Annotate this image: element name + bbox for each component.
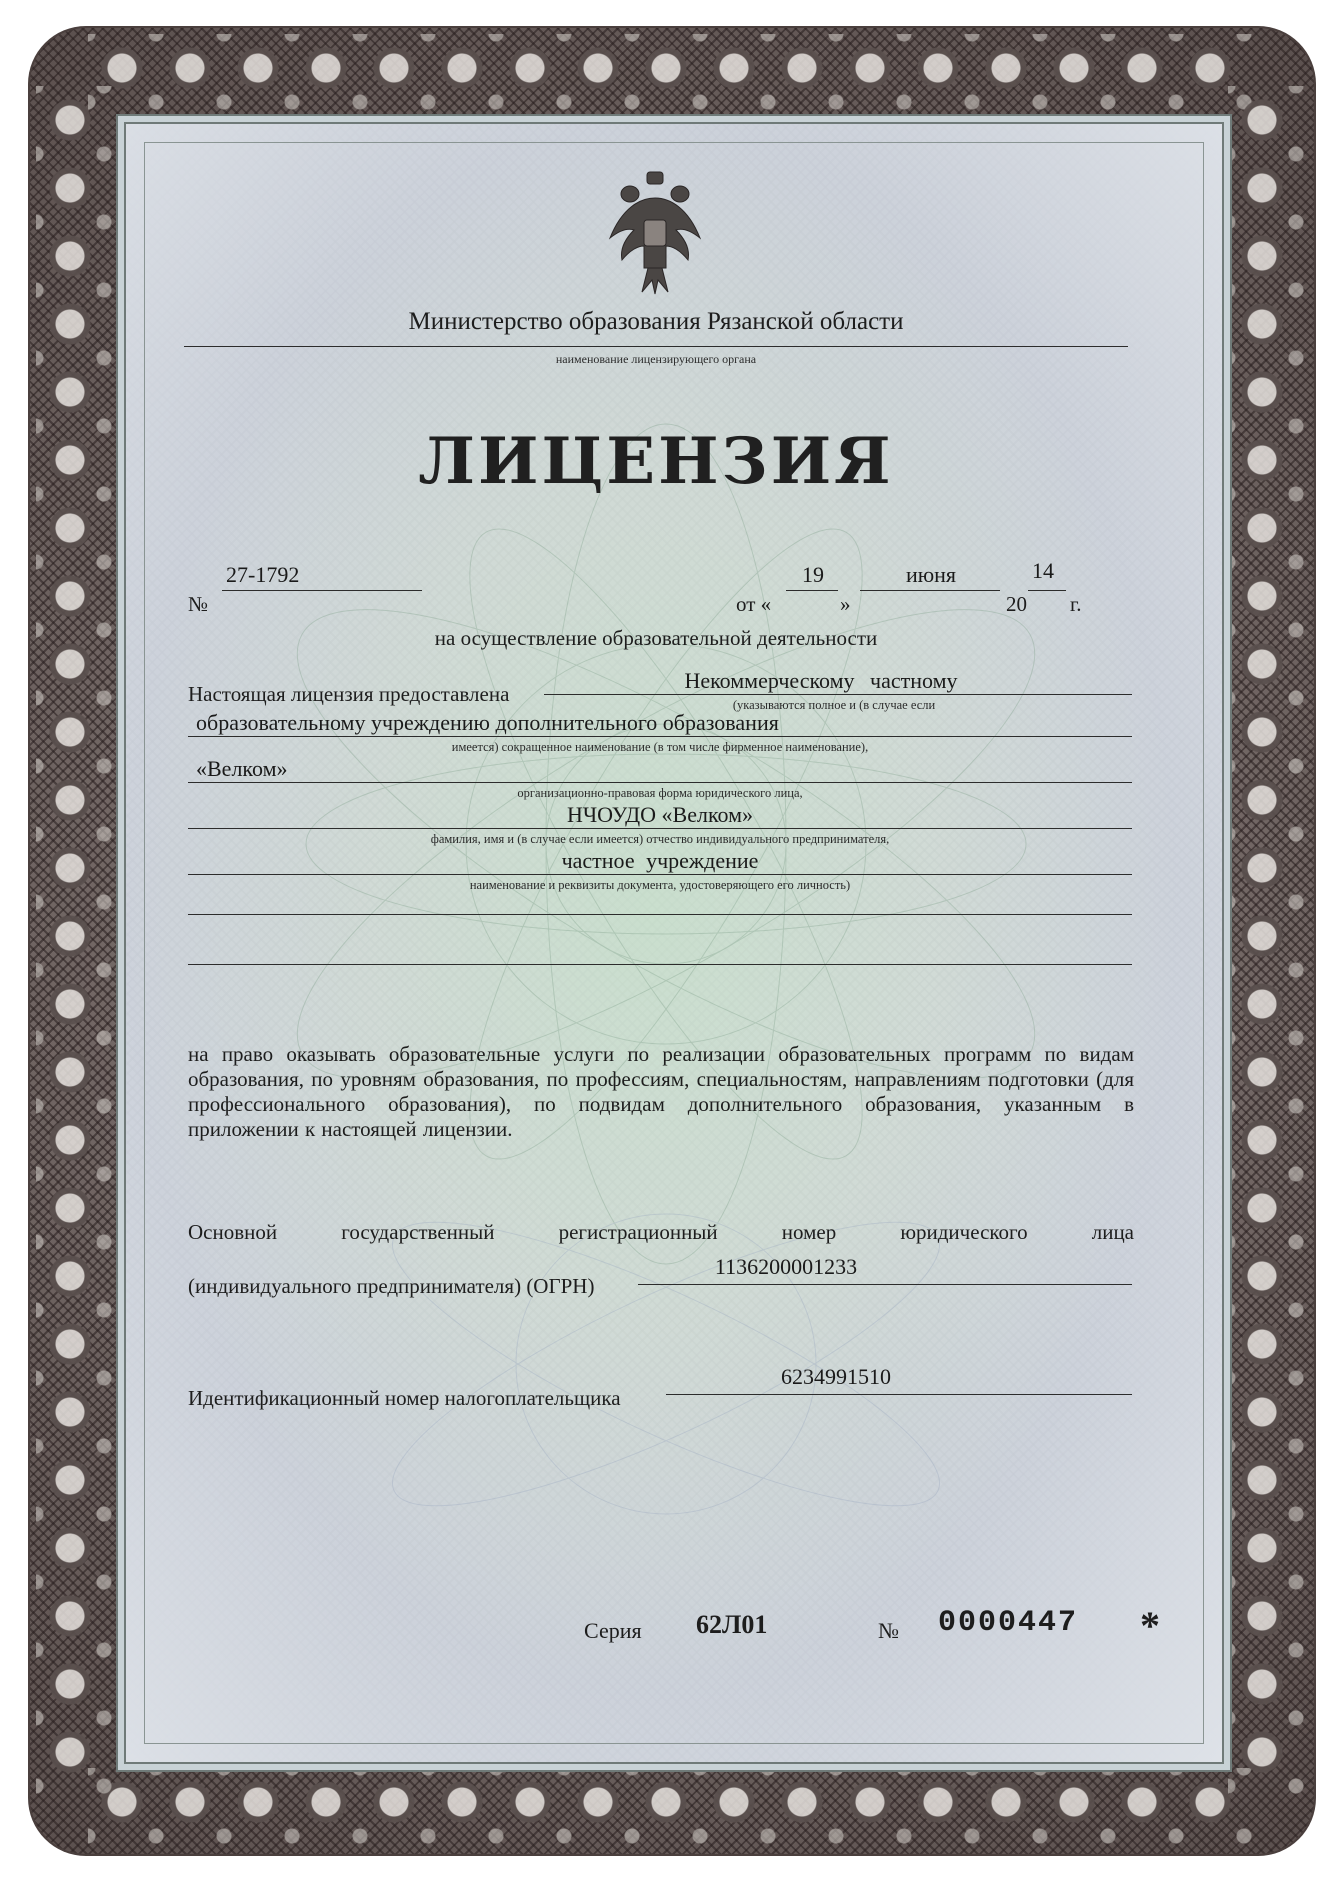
caption-legal-form: организационно-правовая форма юридического лица, [517, 786, 803, 800]
ogrn-value: 1136200001233 [714, 1254, 858, 1279]
granted-to-label: Настоящая лицензия предоставлена [188, 682, 510, 706]
ogrn-underline [638, 1284, 1132, 1285]
caption-entrepreneur-name: фамилия, имя и (в случае если имеется) отчество индивидуального предпринимателя, [430, 832, 890, 846]
license-document [28, 26, 1316, 1856]
date-day: 19 [802, 562, 824, 587]
date-from-label: от « [736, 592, 772, 616]
caption-full-name: (указываются полное и (в случае если [732, 698, 936, 712]
license-rights-text: на право оказывать образовательные услуги по реализации образовательных программ по видам образования, по уровням образования, по профессиям, специальностям, направлениям подготовки (для профессионального образования), по подвидам дополнительного образования, указанным в приложении к настоящей лицензии. [188, 1042, 1134, 1141]
date-close-quote: » [840, 592, 851, 616]
date-month: июня [905, 562, 957, 587]
org-short-name: НЧОУДО «Велком» [566, 802, 754, 827]
org-form-underline [188, 874, 1132, 875]
org-name-line3: «Велком» [196, 756, 288, 781]
form-number: 0000447 [938, 1606, 1079, 1640]
date-day-underline [786, 590, 838, 591]
license-number-underline [222, 590, 422, 591]
ornamental-border-bottom [88, 1768, 1256, 1848]
document-title: ЛИЦЕНЗИЯ [418, 424, 894, 499]
inn-value: 6234991510 [781, 1364, 891, 1389]
series-label: Серия [584, 1618, 642, 1643]
license-panel [124, 122, 1224, 1764]
org-name-line2: образовательному учреждению дополнительного образования [196, 710, 779, 735]
blank-line-2 [188, 964, 1132, 965]
inn-underline [666, 1394, 1132, 1395]
number-sign: № [188, 592, 209, 616]
authority-underline [184, 346, 1128, 347]
license-number: 27-1792 [226, 562, 300, 587]
authority-caption: наименование лицензирующего органа [555, 352, 757, 366]
ornamental-border-left [36, 86, 116, 1796]
date-year-prefix: 20 [1006, 592, 1027, 616]
caption-short-name: имеется) сокращенное наименование (в том числе фирменное наименование), [451, 740, 869, 754]
org-line2-underline [188, 736, 1132, 737]
license-purpose: на осуществление образовательной деятельности [434, 626, 878, 650]
org-name-line1: Некоммерческому частному [684, 668, 958, 693]
org-legal-form: частное учреждение [561, 848, 759, 873]
form-number-sign: № [878, 1618, 899, 1643]
panel-inner-frame [144, 142, 1204, 1744]
ogrn-label-line2: (индивидуального предпринимателя) (ОГРН) [188, 1274, 595, 1298]
ogrn-label-line1: Основной государственный регистрационный номер юридического лица [188, 1220, 1134, 1244]
org-line3-underline [188, 782, 1132, 783]
org-short-underline [188, 828, 1132, 829]
star-mark: * [1140, 1603, 1160, 1648]
ornamental-border-right [1228, 86, 1308, 1796]
inn-label: Идентификационный номер налогоплательщика [188, 1386, 621, 1410]
date-year-unit: г. [1070, 592, 1082, 616]
licensing-authority-name: Министерство образования Рязанской области [408, 308, 904, 335]
date-month-underline [860, 590, 1000, 591]
ornamental-border-top [88, 34, 1256, 114]
blank-line-1 [188, 914, 1132, 915]
caption-identity-document: наименование и реквизиты документа, удостоверяющего его личность) [469, 878, 851, 892]
series-value: 62Л01 [696, 1610, 768, 1639]
date-year-underline [1028, 590, 1066, 591]
double-headed-eagle-icon [600, 168, 710, 298]
org-line1-underline [544, 694, 1132, 695]
date-year-suffix: 14 [1032, 558, 1054, 583]
